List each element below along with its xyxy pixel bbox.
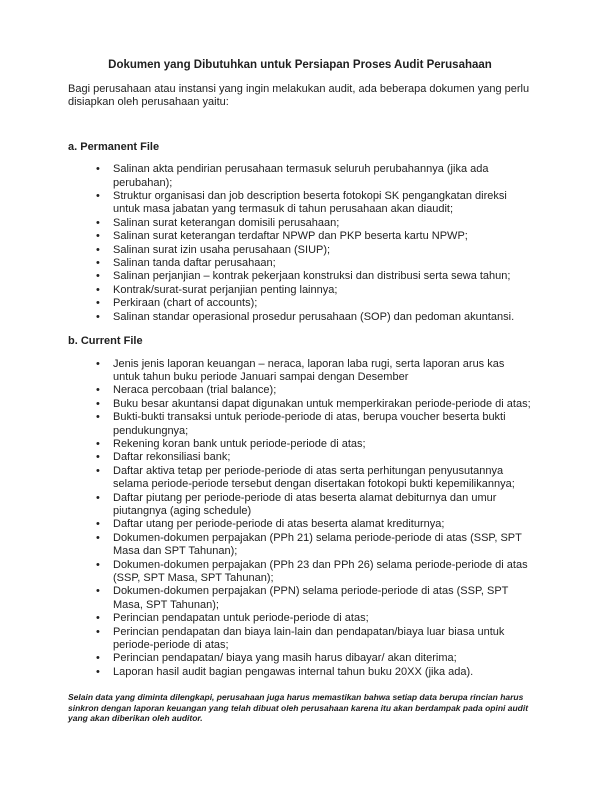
list-item bbox=[68, 612, 532, 625]
list-item bbox=[68, 398, 532, 411]
list-item bbox=[68, 518, 532, 531]
list-item bbox=[68, 284, 532, 297]
list-item-text: Salinan standar operasional prosedur perusahaan (SOP) dan pedoman akuntansi. bbox=[113, 310, 515, 323]
list-item bbox=[68, 163, 532, 190]
bullet-icon: • bbox=[96, 310, 100, 323]
list-item bbox=[68, 451, 532, 464]
list-item bbox=[68, 666, 532, 679]
list-item-text: Salinan surat keterangan terdaftar NPWP dan PKP beserta kartu NPWP; bbox=[113, 230, 468, 243]
list-item-text: Perincian pendapatan untuk periode-periode di atas; bbox=[113, 612, 369, 625]
list-item-text: Perincian pendapatan dan biaya lain-lain dan pendapatan/biaya luar biasa untuk periode-periode di atas; bbox=[113, 625, 505, 652]
bullet-icon: • bbox=[96, 411, 100, 424]
list-item-text: Neraca percobaan (trial balance); bbox=[113, 384, 277, 397]
bullet-icon: • bbox=[96, 397, 100, 410]
list-item-text: Laporan hasil audit bagian pengawas internal tahun buku 20XX (jika ada). bbox=[113, 665, 474, 678]
document-title: Dokumen yang Dibutuhkan untuk Persiapan Proses Audit Perusahaan bbox=[108, 59, 492, 71]
list-item-text: Jenis jenis laporan keuangan – neraca, laporan laba rugi, serta laporan arus kas untuk tahun buku periode Januari sampai dengan Desember bbox=[113, 357, 505, 383]
bullet-icon: • bbox=[96, 625, 100, 638]
list-item-text: Perkiraan (chart of accounts); bbox=[113, 297, 258, 310]
bullet-icon: • bbox=[96, 297, 100, 310]
bullet-icon: • bbox=[96, 357, 100, 370]
bullet-icon: • bbox=[96, 257, 100, 270]
bullet-icon: • bbox=[96, 451, 100, 464]
list-item-text: Buku besar akuntansi dapat digunakan untuk memperkirakan periode-periode di atas; bbox=[113, 397, 531, 410]
list-item-text: Dokumen-dokumen perpajakan (PPN) selama periode-periode di atas (SSP, SPT Masa, SPT Tahunan); bbox=[113, 585, 509, 611]
section-heading-permanent-file: a. Permanent File bbox=[68, 140, 160, 153]
bullet-icon: • bbox=[96, 585, 100, 598]
list-item bbox=[68, 384, 532, 397]
list-item-text: Bukti-bukti transaksi untuk periode-periode di atas, berupa voucher beserta bukti pendukungnya; bbox=[113, 411, 506, 437]
list-item bbox=[68, 465, 532, 492]
bullet-icon: • bbox=[96, 283, 100, 296]
list-item bbox=[68, 244, 532, 257]
list-item-text: Daftar aktiva tetap per periode-periode di atas serta perhitungan penyusutannya selama periode-periode tersebut dengan disertakan fotokopi bukti kepemilikannya; bbox=[113, 464, 515, 491]
bullet-icon: • bbox=[96, 665, 100, 678]
list-item-text: Salinan perjanjian – kontrak pekerjaan konstruksi dan distribusi serta sewa tahun; bbox=[113, 270, 511, 283]
list-item-text: Salinan surat izin usaha perusahaan (SIUP); bbox=[113, 243, 331, 256]
list-item bbox=[68, 626, 532, 653]
list-item bbox=[68, 190, 532, 217]
bullet-icon: • bbox=[96, 190, 100, 203]
bullet-icon: • bbox=[96, 270, 100, 283]
list-item bbox=[68, 559, 532, 586]
bullet-icon: • bbox=[96, 230, 100, 243]
list-item bbox=[68, 358, 532, 385]
current-file-list bbox=[68, 358, 532, 680]
bullet-icon: • bbox=[96, 652, 100, 665]
list-item bbox=[68, 652, 532, 665]
list-item bbox=[68, 492, 532, 519]
list-item bbox=[68, 311, 532, 324]
list-item bbox=[68, 257, 532, 270]
bullet-icon: • bbox=[96, 384, 100, 397]
bullet-icon: • bbox=[96, 491, 100, 504]
list-item-text: Kontrak/surat-surat perjanjian penting lainnya; bbox=[113, 283, 338, 296]
list-item-text: Salinan surat keterangan domisili perusahaan; bbox=[113, 216, 340, 229]
list-item-text: Daftar piutang per periode-periode di atas beserta alamat debiturnya dan umur piutangnya (aging schedule) bbox=[113, 491, 497, 517]
bullet-icon: • bbox=[96, 243, 100, 256]
list-item-text: Rekening koran bank untuk periode-periode di atas; bbox=[113, 437, 366, 450]
list-item-text: Daftar rekonsiliasi bank; bbox=[113, 451, 231, 464]
list-item-text: Perincian pendapatan/ biaya yang masih harus dibayar/ akan diterima; bbox=[113, 652, 457, 665]
list-item bbox=[68, 585, 532, 612]
bullet-icon: • bbox=[96, 163, 100, 176]
bullet-icon: • bbox=[96, 518, 100, 531]
permanent-file-list bbox=[68, 163, 532, 324]
list-item bbox=[68, 532, 532, 559]
list-item bbox=[68, 297, 532, 310]
list-item-text: Dokumen-dokumen perpajakan (PPh 21) selama periode-periode di atas (SSP, SPT Masa dan SPT Tahunan); bbox=[113, 531, 522, 558]
list-item-text: Dokumen-dokumen perpajakan (PPh 23 dan PPh 26) selama periode-periode di atas (SSP, SPT Masa, SPT Tahunan); bbox=[113, 558, 528, 584]
list-item-text: Daftar utang per periode-periode di atas beserta alamat krediturnya; bbox=[113, 518, 445, 531]
bullet-icon: • bbox=[96, 216, 100, 229]
bullet-icon: • bbox=[96, 437, 100, 450]
bullet-icon: • bbox=[96, 464, 100, 477]
list-item-text: Salinan akta pendirian perusahaan termasuk seluruh perubahannya (jika ada perubahan); bbox=[113, 163, 489, 189]
list-item bbox=[68, 230, 532, 243]
intro-paragraph: Bagi perusahaan atau instansi yang ingin melakukan audit, ada beberapa dokumen yang perlu disiapkan oleh perusahaan yaitu: bbox=[68, 83, 530, 109]
list-item bbox=[68, 411, 532, 438]
section-heading-current-file: b. Current File bbox=[68, 335, 143, 348]
list-item-text: Struktur organisasi dan job description beserta fotokopi SK pengangkatan direksi untuk masa jabatan yang termasuk di tahun perusahaan akan diaudit; bbox=[113, 190, 507, 216]
footnote: Selain data yang diminta dilengkapi, perusahaan juga harus memastikan bahwa setiap data berupa rincian harus sinkron dengan laporan keuangan yang telah dibuat oleh perusahaan karena itu akan berdampak pada opini audit yang akan diberikan oleh auditor. bbox=[68, 692, 529, 724]
bullet-icon: • bbox=[96, 558, 100, 571]
bullet-icon: • bbox=[96, 612, 100, 625]
list-item bbox=[68, 217, 532, 230]
bullet-icon: • bbox=[96, 531, 100, 544]
list-item-text: Salinan tanda daftar perusahaan; bbox=[113, 257, 276, 270]
list-item bbox=[68, 438, 532, 451]
list-item bbox=[68, 270, 532, 283]
